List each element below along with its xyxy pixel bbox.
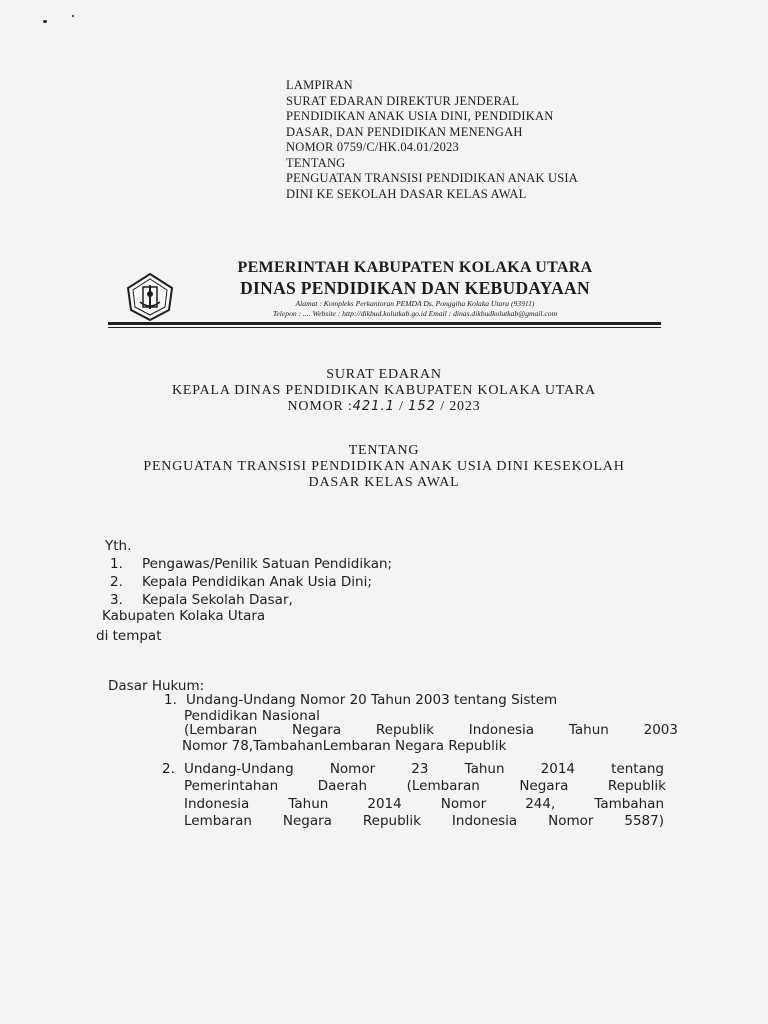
legal-item-number: 1. bbox=[164, 692, 177, 708]
legal-item-number: 2. bbox=[162, 761, 175, 777]
letterhead-government: PEMERINTAH KABUPATEN KOLAKA UTARA bbox=[237, 259, 593, 276]
legal-item-line: Undang-Undang Nomor 20 Tahun 2003 tentang Sistem bbox=[186, 692, 558, 708]
legal-item-line: Undang-Undang Nomor 23 Tahun 2014 tentang bbox=[184, 761, 664, 777]
scan-speck bbox=[72, 15, 74, 17]
regency-emblem-icon bbox=[125, 272, 175, 322]
lampiran-line: PENGUATAN TRANSISI PENDIDIKAN ANAK USIA bbox=[286, 171, 578, 185]
recipient-item: Pengawas/Penilik Satuan Pendidikan; bbox=[142, 556, 393, 572]
legal-item-line: Lembaran Negara Republik Indonesia Nomor 5587) bbox=[184, 813, 664, 829]
scan-speck bbox=[43, 20, 47, 23]
recipient-item: Kepala Pendidikan Anak Usia Dini; bbox=[142, 574, 372, 590]
letterhead-office: DINAS PENDIDIKAN DAN KEBUDAYAAN bbox=[240, 278, 590, 298]
lampiran-line: DASAR, DAN PENDIDIKAN MENENGAH bbox=[286, 124, 523, 139]
legal-item-line: Indonesia Tahun 2014 Nomor 244, Tambahan bbox=[184, 796, 664, 812]
letterhead-address: Alamat : Kompleks Perkantoran PEMDA Ds. Ponggiha Kolaka Utara (93911) bbox=[295, 299, 535, 308]
letterhead bbox=[0, 258, 768, 330]
recipient-item: Kepala Sekolah Dasar, bbox=[142, 592, 293, 608]
lampiran-line: DINI KE SEKOLAH DASAR KELAS AWAL bbox=[286, 186, 527, 201]
legal-item-line: Pendidikan Nasional bbox=[184, 708, 320, 724]
number-suffix: / 2023 bbox=[435, 399, 481, 414]
number-handwritten-1: 421.1 bbox=[352, 399, 395, 414]
number-prefix: NOMOR : bbox=[287, 399, 353, 414]
lampiran-line: SURAT EDARAN DIREKTUR JENDERAL bbox=[286, 93, 520, 108]
circular-title-block bbox=[0, 367, 768, 415]
number-handwritten-2: 152 bbox=[408, 399, 436, 414]
lampiran-header bbox=[286, 78, 578, 202]
legal-item-line: Nomor 78,TambahanLembaran Negara Republik bbox=[182, 738, 507, 754]
legal-item-line: Pemerintahan Daerah (Lembaran Negara Republik bbox=[184, 778, 666, 794]
legal-item-line: (Lembaran Negara Republik Indonesia Tahun 2003 bbox=[184, 722, 678, 738]
salutation: Yth. bbox=[105, 538, 132, 554]
letterhead-divider bbox=[108, 322, 661, 325]
recipient-region: Kabupaten Kolaka Utara bbox=[102, 608, 266, 624]
lampiran-line: PENDIDIKAN ANAK USIA DINI, PENDIDIKAN bbox=[286, 109, 554, 123]
lampiran-line: TENTANG bbox=[286, 155, 346, 170]
letterhead-divider-thin bbox=[108, 327, 661, 328]
recipient-number: 2. bbox=[110, 574, 123, 590]
subject-line: DASAR KELAS AWAL bbox=[308, 475, 460, 490]
circular-issuer: KEPALA DINAS PENDIDIKAN KABUPATEN KOLAKA UTARA bbox=[172, 383, 596, 398]
subject-block bbox=[0, 443, 768, 491]
recipient-number: 3. bbox=[110, 592, 123, 608]
letterhead-contact: Telepon : .... Website : http://dikbud.kolutkab.go.id Email : dinas.dikbudkolutkab@gmail.com bbox=[272, 309, 558, 318]
lampiran-line: LAMPIRAN bbox=[286, 78, 353, 92]
lampiran-line: NOMOR 0759/C/HK.04.01/2023 bbox=[286, 140, 459, 154]
subject-heading: TENTANG bbox=[348, 443, 420, 458]
recipient-number: 1. bbox=[110, 556, 123, 572]
circular-number bbox=[0, 399, 768, 415]
number-separator: / bbox=[394, 399, 409, 414]
legal-basis-heading: Dasar Hukum: bbox=[108, 678, 205, 694]
circular-title: SURAT EDARAN bbox=[326, 367, 442, 382]
recipient-place: di tempat bbox=[96, 628, 162, 644]
subject-line: PENGUATAN TRANSISI PENDIDIKAN ANAK USIA DINI KESEKOLAH bbox=[143, 459, 625, 474]
